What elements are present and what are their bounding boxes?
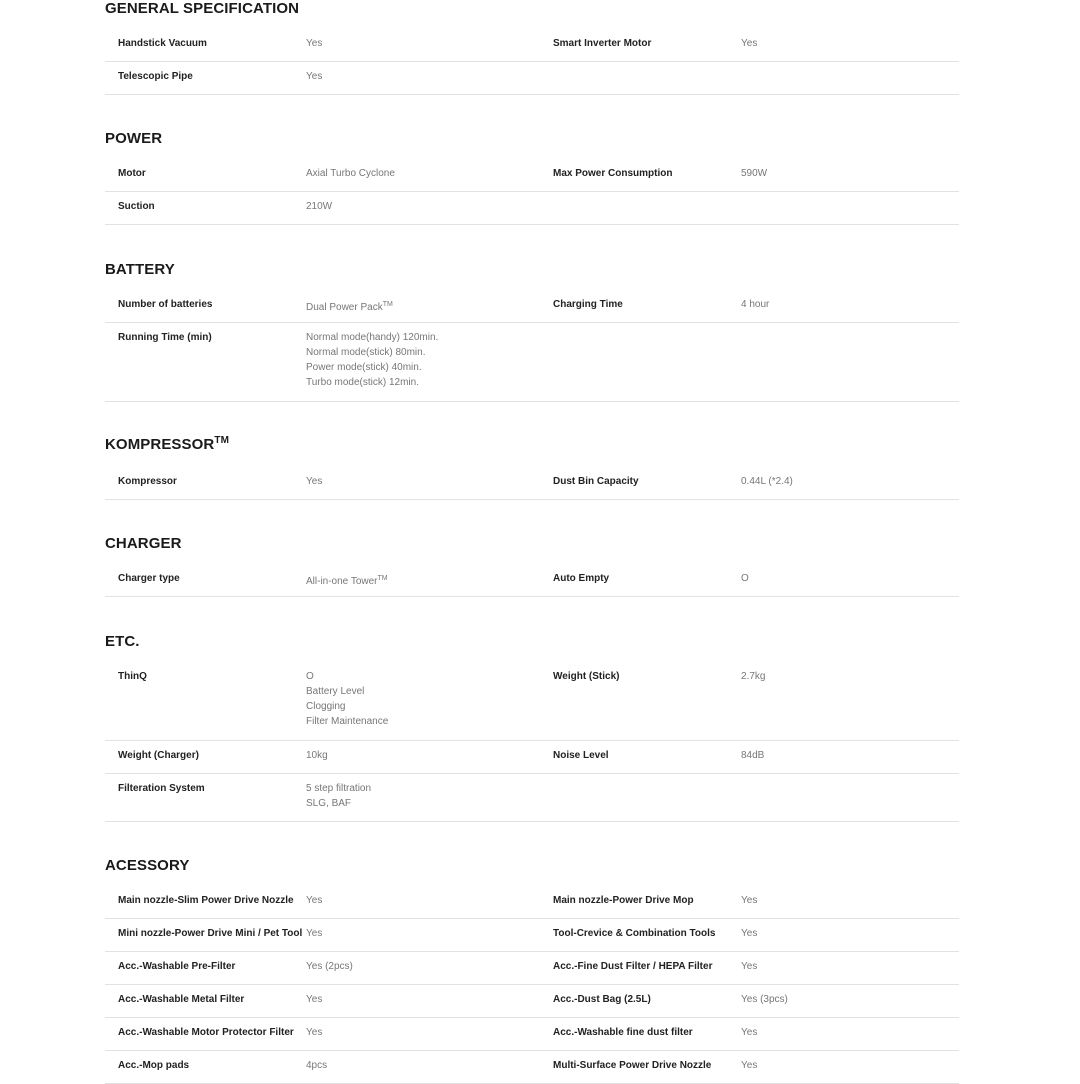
spec-value: [741, 297, 769, 312]
spec-value: [741, 1058, 757, 1073]
section-title: [105, 633, 140, 650]
spec-value-line: [306, 1025, 322, 1040]
spec-value: [741, 1025, 757, 1040]
spec-row: [105, 289, 959, 323]
spec-label: Telescopic Pipe: [118, 71, 193, 82]
spec-row: [105, 740, 959, 774]
spec-row: [105, 918, 959, 952]
spec-value-line: [306, 926, 322, 941]
spec-label: ThinQ: [118, 671, 147, 682]
spec-value-line: [741, 669, 765, 684]
spec-label: Tool-Crevice & Combination Tools: [553, 928, 716, 939]
spec-value-text: 0.44L (*2.4): [741, 476, 793, 487]
spec-value-text: Filter Maintenance: [306, 716, 389, 727]
section-title: [105, 857, 189, 874]
spec-value-text: 10kg: [306, 750, 328, 761]
spec-value-text: Battery Level: [306, 686, 365, 697]
spec-label: Acc.-Dust Bag (2.5L): [553, 994, 651, 1005]
spec-value: [306, 748, 328, 763]
spec-value-text: Yes: [741, 38, 758, 49]
spec-row: [105, 951, 959, 985]
spec-value-text: Turbo mode(stick) 12min.: [306, 377, 419, 388]
spec-value-line: [741, 992, 788, 1007]
spec-value-text: Yes: [741, 1027, 758, 1038]
spec-value-line: [306, 699, 388, 714]
spec-value-line: [306, 992, 322, 1007]
spec-value: [741, 748, 764, 763]
spec-label: Suction: [118, 201, 155, 212]
spec-value: [306, 992, 322, 1007]
spec-label: Acc.-Washable Metal Filter: [118, 994, 245, 1005]
spec-value-text: Yes: [741, 961, 758, 972]
spec-value-line: [306, 375, 438, 390]
spec-value-text: 590W: [741, 168, 768, 179]
spec-value-text: Yes: [741, 928, 758, 939]
spec-label: Number of batteries: [118, 299, 213, 310]
spec-label: Acc.-Fine Dust Filter / HEPA Filter: [553, 961, 713, 972]
spec-value: [741, 166, 767, 181]
spec-value-line: [306, 669, 388, 684]
spec-value-line: [306, 330, 438, 345]
spec-label: Weight (Stick): [553, 671, 620, 682]
spec-value-line: [741, 297, 769, 312]
spec-value-text: O: [741, 573, 749, 584]
spec-value-line: [741, 36, 757, 51]
spec-value-line: [306, 748, 328, 763]
spec-label: Charging Time: [553, 299, 623, 310]
spec-value-text: Yes: [306, 476, 323, 487]
spec-value: [741, 959, 757, 974]
spec-label: Acc.-Washable Pre-Filter: [118, 961, 236, 972]
spec-value-text: Yes: [306, 71, 323, 82]
spec-value-line: [741, 166, 767, 181]
spec-value: [741, 669, 765, 684]
spec-label: Acc.-Washable fine dust filter: [553, 1027, 693, 1038]
spec-value-line: [741, 959, 757, 974]
spec-value: [306, 571, 388, 589]
spec-value-line: [306, 571, 388, 589]
spec-value-line: [306, 893, 322, 908]
spec-label: Noise Level: [553, 750, 609, 761]
spec-value: [306, 474, 322, 489]
spec-value-line: [741, 893, 757, 908]
spec-label: Mini nozzle-Power Drive Mini / Pet Tool: [118, 928, 303, 939]
spec-value: [741, 36, 757, 51]
spec-value-line: [741, 748, 764, 763]
section-title-text: GENERAL SPECIFICATION: [105, 0, 300, 17]
spec-row: [105, 563, 959, 597]
spec-label: Charger type: [118, 573, 180, 584]
spec-value-line: [306, 684, 388, 699]
spec-value: [306, 1025, 322, 1040]
section-title: [105, 0, 299, 17]
section-title-text: ETC.: [105, 633, 140, 650]
spec-label: Smart Inverter Motor: [553, 38, 652, 49]
spec-row: [105, 191, 959, 225]
spec-row: [105, 773, 959, 822]
spec-value-line: [306, 1058, 327, 1073]
section-title: [105, 130, 162, 147]
spec-row: [105, 28, 959, 62]
spec-value-line: [306, 474, 322, 489]
spec-label: Weight (Charger): [118, 750, 199, 761]
spec-value-text: Yes (3pcs): [741, 994, 788, 1005]
spec-label: Auto Empty: [553, 573, 610, 584]
spec-value-text: Yes: [306, 994, 323, 1005]
spec-value-text: Dual Power Pack: [306, 302, 383, 313]
spec-label: Filteration System: [118, 783, 205, 794]
spec-value-line: [306, 166, 395, 181]
spec-label: Main nozzle-Slim Power Drive Nozzle: [118, 895, 294, 906]
spec-value-text: O: [306, 671, 314, 682]
spec-value-line: [306, 714, 388, 729]
spec-row: [105, 885, 959, 919]
spec-value-text: SLG, BAF: [306, 798, 352, 809]
spec-label: Handstick Vacuum: [118, 38, 207, 49]
spec-value-line: [306, 36, 322, 51]
section-title-text: POWER: [105, 130, 163, 147]
spec-value: [306, 669, 388, 729]
spec-value-line: [306, 959, 353, 974]
spec-value: [306, 36, 322, 51]
spec-label: Motor: [118, 168, 146, 179]
spec-value-text: Yes: [306, 38, 323, 49]
spec-row: [105, 1017, 959, 1051]
spec-label: Multi-Surface Power Drive Nozzle: [553, 1060, 712, 1071]
spec-row: [105, 158, 959, 192]
spec-value-line: [306, 297, 393, 315]
spec-value: [306, 166, 395, 181]
spec-label: Acc.-Mop pads: [118, 1060, 190, 1071]
spec-value: [306, 199, 332, 214]
spec-value-line: [306, 69, 322, 84]
spec-value-text: 2.7kg: [741, 671, 766, 682]
spec-value-text: Yes (2pcs): [306, 961, 353, 972]
spec-value: [741, 893, 757, 908]
section-title-text: BATTERY: [105, 261, 175, 278]
spec-value-text: 4pcs: [306, 1060, 328, 1071]
spec-value-text: Yes: [741, 895, 758, 906]
spec-value-text: All-in-one Tower: [306, 576, 378, 587]
spec-value-line: [741, 1058, 757, 1073]
spec-value: [306, 330, 438, 390]
section-title: [105, 261, 175, 278]
spec-value-line: [306, 781, 371, 796]
spec-value-text: Yes: [306, 895, 323, 906]
spec-value-line: [741, 474, 793, 489]
spec-value-text: Yes: [306, 928, 323, 939]
spec-value: [741, 992, 788, 1007]
section-title: [105, 535, 182, 552]
trademark-mark: TM: [377, 575, 388, 582]
section-title-text: KOMPRESSOR: [105, 436, 215, 453]
spec-value-line: [741, 926, 757, 941]
section-title: [105, 435, 229, 453]
spec-value: [306, 781, 371, 811]
spec-value-text: Normal mode(handy) 120min.: [306, 332, 439, 343]
spec-row: [105, 466, 959, 500]
spec-row: [105, 322, 959, 402]
spec-label: Max Power Consumption: [553, 168, 673, 179]
spec-label: Kompressor: [118, 476, 177, 487]
spec-value-text: 4 hour: [741, 299, 770, 310]
spec-row: [105, 1050, 959, 1084]
spec-value-text: Axial Turbo Cyclone: [306, 168, 395, 179]
spec-value-text: Yes: [306, 1027, 323, 1038]
spec-value-text: Power mode(stick) 40min.: [306, 362, 422, 373]
spec-value-text: Normal mode(stick) 80min.: [306, 347, 426, 358]
spec-value-line: [306, 360, 438, 375]
spec-value: [306, 926, 322, 941]
spec-row: [105, 661, 959, 741]
spec-value-text: 210W: [306, 201, 333, 212]
spec-value: [741, 571, 749, 586]
spec-row: [105, 984, 959, 1018]
spec-label: Acc.-Washable Motor Protector Filter: [118, 1027, 294, 1038]
spec-label: Dust Bin Capacity: [553, 476, 639, 487]
spec-value-text: 5 step filtration: [306, 783, 372, 794]
spec-value: [306, 893, 322, 908]
spec-value: [306, 297, 393, 315]
spec-value-text: Clogging: [306, 701, 346, 712]
spec-label: Running Time (min): [118, 332, 212, 343]
spec-value: [306, 69, 322, 84]
spec-value-text: Yes: [741, 1060, 758, 1071]
trademark-mark: TM: [214, 435, 229, 446]
spec-value-line: [306, 796, 371, 811]
spec-value-line: [306, 199, 332, 214]
spec-value-line: [741, 571, 749, 586]
spec-value: [306, 1058, 327, 1073]
section-title-text: ACESSORY: [105, 857, 190, 874]
spec-value: [306, 959, 353, 974]
spec-value-text: 84dB: [741, 750, 765, 761]
spec-value: [741, 926, 757, 941]
spec-value-line: [306, 345, 438, 360]
spec-label: Main nozzle-Power Drive Mop: [553, 895, 694, 906]
spec-value-line: [741, 1025, 757, 1040]
spec-value: [741, 474, 793, 489]
section-title-text: CHARGER: [105, 535, 182, 552]
spec-row: [105, 61, 959, 95]
trademark-mark: TM: [382, 301, 393, 308]
